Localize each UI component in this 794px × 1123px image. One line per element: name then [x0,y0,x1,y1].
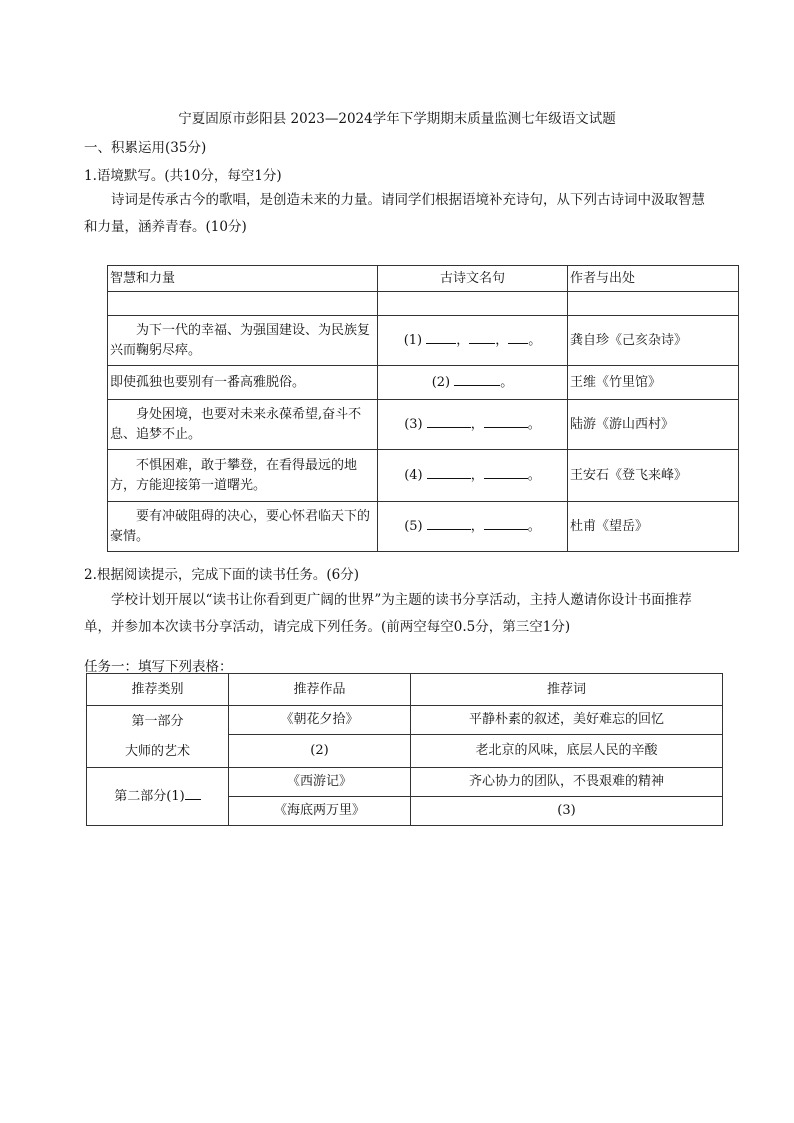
table-row [108,400,739,450]
table-row [87,768,723,797]
source-text: 陆游《游山西村》 [568,400,739,450]
question-1-heading: 1.语境默写。(共10分，每空1分) [84,168,282,184]
wisdom-text: 不惧困难，敢于攀登，在看得最远的地方，方能迎接第一道曙光。 [108,450,378,502]
header-work: 推荐作品 [229,674,411,706]
question-2-heading: 2.根据阅读提示，完成下面的读书任务。(6分) [84,567,360,583]
wisdom-text: 要有冲破阻碍的决心，要心怀君临天下的豪情。 [108,502,378,552]
question-1-intro: 诗词是传承古今的歌唱，是创造未来的力量。请同学们根据语境补充诗句，从下列古诗词中汲取智慧和力量，涵养青春。(10分) [84,192,705,235]
table-row [108,316,739,366]
verse-blank-cell: (2) 。 [378,366,568,400]
source-text: 王安石《登飞来峰》 [568,450,739,502]
verse-blank-cell: (4) ， 。 [378,450,568,502]
empty-cell [568,292,739,316]
verse-blank-cell: (5) ， 。 [378,502,568,552]
category-1-name: 大师的艺术 [124,743,190,759]
empty-cell [108,292,378,316]
category-2-cell: 第二部分(1) [87,768,229,826]
category-1-cell [87,706,229,768]
words-cell: 老北京的风味，底层人民的辛酸 [411,735,723,768]
source-text: 王维《竹里馆》 [568,366,739,400]
verse-blank-cell: (1) ， ， 。 [378,316,568,366]
work-cell: (2) [229,735,411,768]
question-2-intro: 学校计划开展以“读书让你看到更广阔的世界”为主题的读书分享活动，主持人邀请你设计书面推荐单，并参加本次读书分享活动，请完成下列任务。(前两空每空0.5分，第三空1分) [84,592,692,635]
source-text: 龚自珍《己亥杂诗》 [568,316,739,366]
header-verse: 古诗文名句 [378,266,568,292]
words-cell: (3) [411,797,723,826]
wisdom-text: 即使孤独也要别有一番高雅脱俗。 [108,366,378,400]
category-1-label: 第一部分 [131,713,184,729]
header-source: 作者与出处 [568,266,739,292]
section-heading: 一、积累运用(35分) [84,140,207,156]
poetry-table [107,265,739,552]
table-row [108,450,739,502]
reading-table [86,673,723,826]
page-title: 宁夏固原市彭阳县 2023—2024学年下学期期末质量监测七年级语文试题 [178,111,616,127]
wisdom-text: 身处困境，也要对未来永葆希望,奋斗不息、追梦不止。 [108,400,378,450]
table-row [87,706,723,735]
header-wisdom: 智慧和力量 [108,266,378,292]
table-row [108,366,739,400]
task-1-label: 任务一：填写下列表格： [84,659,233,675]
header-words: 推荐词 [411,674,723,706]
header-category: 推荐类别 [87,674,229,706]
empty-cell [378,292,568,316]
wisdom-text: 为下一代的幸福、为强国建设、为民族复兴而鞠躬尽瘁。 [108,316,378,366]
source-text: 杜甫《望岳》 [568,502,739,552]
work-cell: 《朝花夕拾》 [229,706,411,735]
work-cell: 《海底两万里》 [229,797,411,826]
words-cell: 平静朴素的叙述，美好难忘的回忆 [411,706,723,735]
table-row [108,502,739,552]
words-cell: 齐心协力的团队，不畏艰难的精神 [411,768,723,797]
work-cell: 《西游记》 [229,768,411,797]
verse-blank-cell: (3) ， 。 [378,400,568,450]
